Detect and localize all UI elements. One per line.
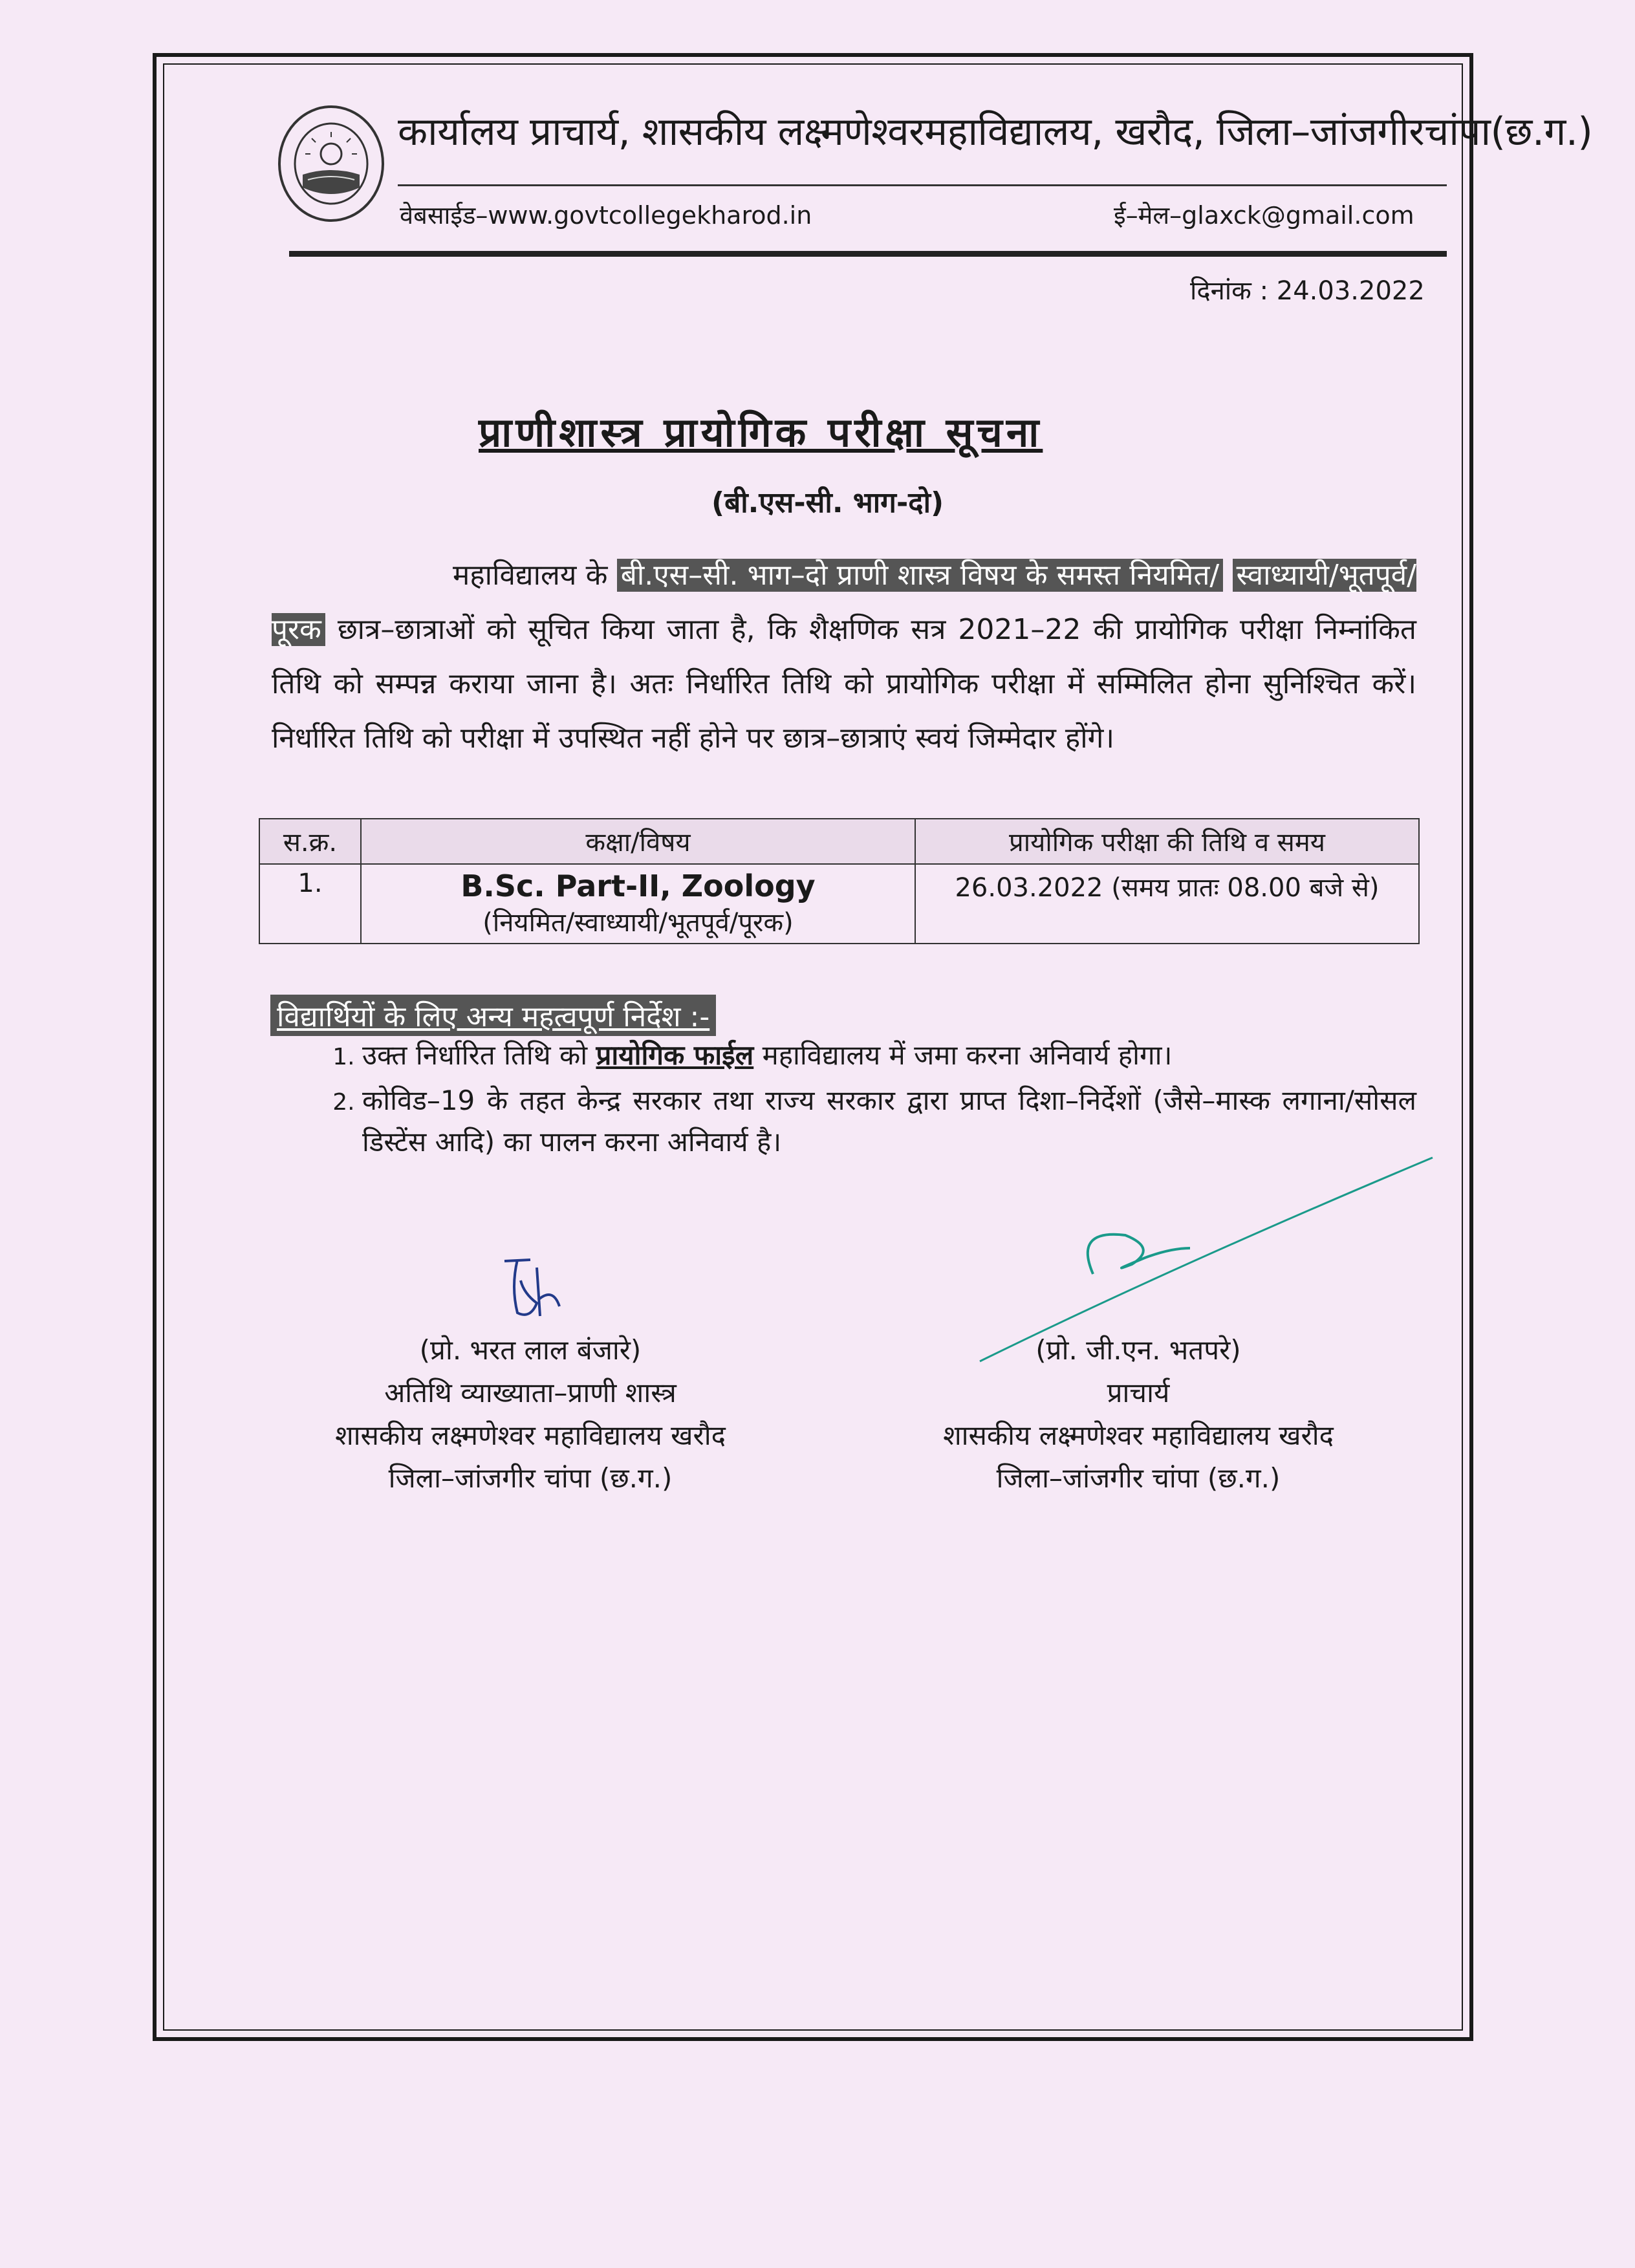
office-title: कार्यालय प्राचार्य, शासकीय लक्ष्मणेश्वरमहाविद्यालय, खरौद, जिला–जांजगीरचांपा(छ.ग.) [398,109,1593,155]
notice-subtitle: (बी.एस-सी. भाग-दो) [711,486,944,519]
website-text: वेबसाईड–www.govtcollegekharod.in [400,201,812,230]
list-item [362,1035,1416,1076]
left-signature-icon [492,1242,582,1332]
notice-body [272,548,1416,766]
list-item: 2. कोविड–19 के तहत केन्द्र सरकार तथा राज्य सरकार द्वारा प्राप्त दिशा–निर्देशों (जैसे–मास्क लगाना/सोसल डिस्टेंस आदि) का पालन करना अनिवार्य है। [362,1080,1416,1163]
instructions-list [310,1035,1416,1167]
right-signatory-district: जिला–जांजगीर चांपा (छ.ग.) [996,1462,1281,1494]
right-signatory-institution: शासकीय लक्ष्मणेश्वर महाविद्यालय खरौद [943,1420,1334,1451]
col-header-datetime: प्रायोगिक परीक्षा की तिथि व समय [915,819,1419,864]
notice-date: दिनांक : 24.03.2022 [1190,276,1425,306]
right-signatory-designation: प्राचार्य [1107,1377,1170,1409]
class-categories: (नियमित/स्वाध्यायी/भूतपूर्व/पूरक) [482,908,794,938]
item1-text-a: उक्त निर्धारित तिथि को [362,1039,588,1071]
instructions-heading: विद्यार्थियों के लिए अन्य महत्वपूर्ण निर्देश :- [270,995,716,1036]
left-signatory-designation: अतिथि व्याख्याता–प्राणी शास्त्र [384,1377,677,1409]
table-header-row [259,819,1419,864]
class-name: B.Sc. Part-II, Zoology [460,869,816,903]
item1-text-bold: प्रायोगिक फाईल [596,1039,754,1071]
col-header-class: कक्षा/विषय [361,819,915,864]
table-row [259,864,1419,944]
right-signatory-name: (प्रो. जी.एन. भतपरे) [1035,1334,1241,1366]
college-seal-icon [277,103,385,224]
cell-sno: 1. [259,864,361,944]
right-signatory [912,1329,1365,1500]
email-text: ई–मेल–glaxck@gmail.com [1114,201,1414,230]
exam-schedule-table [259,818,1420,944]
col-header-sno: स.क्र. [259,819,361,864]
left-signatory-institution: शासकीय लक्ष्मणेश्वर महाविद्यालय खरौद [335,1420,726,1451]
body-highlight-2: स्वाध्यायी/भूतपूर्व/पूरक [272,559,1416,646]
body-start: महाविद्यालय के [453,559,608,592]
header-divider [398,184,1447,186]
body-highlight-1: बी.एस–सी. भाग–दो प्राणी शास्त्र विषय के समस्त नियमित/ [617,559,1224,592]
body-rest: छात्र–छात्राओं को सूचित किया जाता है, कि शैक्षणिक सत्र 2021–22 की प्रायोगिक परीक्षा निम्नांकित तिथि को सम्पन्न कराया जाना है। अतः निर्धारित तिथि को प्रायोगिक परीक्षा में सम्मिलित होना सुनिश्चित करें। निर्धारित तिथि को परीक्षा में उपस्थित नहीं होने पर छात्र–छात्राएं स्वयं जिम्मेदार होंगे। [272,613,1416,755]
header-thick-divider [289,251,1447,257]
left-signatory-name: (प्रो. भरत लाल बंजारे) [419,1334,642,1366]
left-signatory [304,1329,757,1500]
cell-class [361,864,915,944]
cell-datetime: 26.03.2022 (समय प्रातः 08.00 बजे से) [915,864,1419,944]
notice-title: प्राणीशास्त्र प्रायोगिक परीक्षा सूचना [479,409,1043,456]
item1-text-c: महाविद्यालय में जमा करना अनिवार्य होगा। [762,1039,1173,1071]
left-signatory-district: जिला–जांजगीर चांपा (छ.ग.) [388,1462,673,1494]
